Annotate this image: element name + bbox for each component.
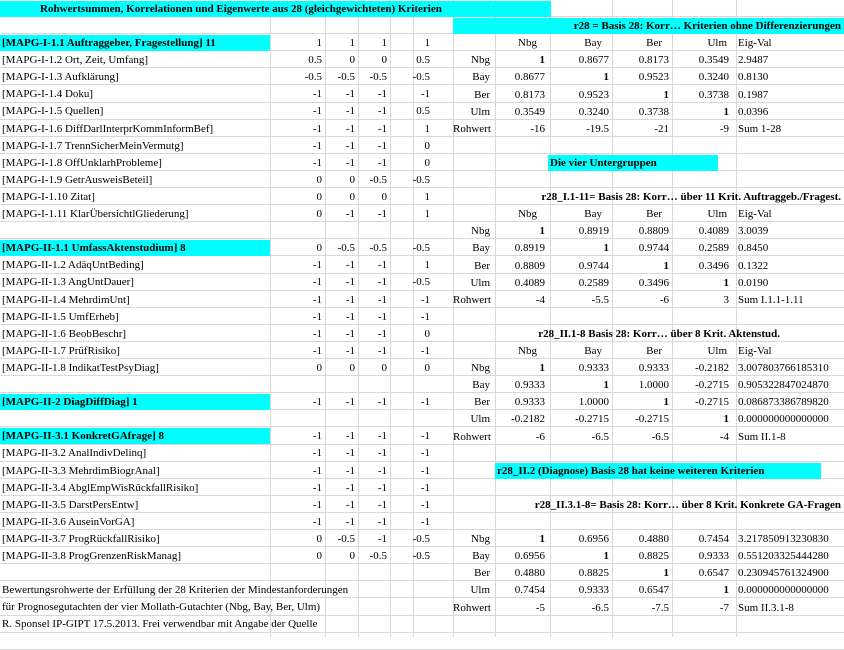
correlation-cell: 0.8677 (514, 71, 545, 84)
correlation-cell: 1 (663, 259, 669, 272)
criterion-score: 1 (424, 259, 430, 272)
criterion-score: -1 (377, 447, 387, 460)
correlation-cell: 0.1322 (738, 259, 769, 272)
criterion-score: -1 (312, 293, 322, 306)
criterion-score: -1 (345, 481, 355, 494)
criterion-score: -1 (345, 515, 355, 528)
criterion-score: -0.5 (412, 550, 430, 562)
criterion-score: -1 (377, 105, 387, 118)
criterion-score: -1 (377, 310, 387, 323)
criterion-score: 1 (424, 122, 430, 135)
criterion-label: [MAPG-II-1.3 AngUntDauer] (2, 276, 134, 289)
correlation-cell: 0.086873386789820 (738, 396, 829, 409)
correlation-cell: 0.7454 (514, 584, 545, 597)
correlation-cell: Bay (584, 37, 602, 50)
criterion-score: -1 (345, 344, 355, 357)
correlation-cell: 0.8809 (514, 259, 545, 272)
correlation-cell: Nbg (518, 345, 537, 357)
correlation-cell: Nbg (471, 225, 490, 238)
criterion-score: -1 (345, 276, 355, 289)
correlation-cell: Eig-Val (738, 37, 772, 50)
correlation-cell: Nbg (518, 37, 537, 50)
correlation-cell: -0.2715 (695, 396, 729, 409)
correlation-cell: 0.9333 (514, 379, 545, 392)
correlation-cell: 0.3549 (698, 54, 729, 67)
criterion-score: -1 (377, 464, 387, 477)
correlation-cell: -6.5 (651, 430, 669, 443)
criterion-score: -1 (345, 122, 355, 135)
correlation-cell: Sum I.1.1-1.11 (738, 293, 804, 306)
criterion-score: -1 (312, 259, 322, 272)
criterion-score: -1 (420, 464, 430, 477)
criterion-label: [MAPG-I-1.3 Aufklärung] (2, 71, 119, 84)
criterion-score: -0.5 (412, 532, 430, 545)
criterion-score: -0.5 (369, 71, 387, 84)
correlation-cell: 0.6956 (578, 533, 609, 546)
criterion-score: -0.5 (304, 71, 322, 84)
correlation-cell: 0.9523 (638, 71, 669, 84)
correlation-cell: 0.4089 (514, 276, 545, 289)
correlation-cell: 1 (723, 105, 729, 118)
criterion-score: -1 (377, 515, 387, 528)
correlation-cell: 0.8919 (578, 225, 609, 238)
correlation-cell: Rohwert (453, 430, 491, 443)
criterion-score: 0 (424, 327, 430, 340)
criterion-score: -0.5 (337, 532, 355, 545)
criterion-score: -1 (377, 259, 387, 272)
criterion-score: 0 (381, 54, 387, 67)
correlation-cell: 0.000000000000000 (738, 584, 829, 597)
criterion-score: -1 (420, 293, 430, 306)
correlation-cell: Ber (474, 396, 490, 409)
criterion-score: -1 (377, 430, 387, 443)
criterion-label: [MAPG-II-1.6 BeobBeschr] (2, 327, 127, 340)
correlation-cell: 0.9333 (578, 584, 609, 597)
correlation-cell: 0.8919 (514, 242, 545, 255)
criterion-score: -1 (377, 327, 387, 340)
correlation-cell: Sum II.3.1-8 (738, 601, 794, 614)
correlation-cell: 0.2589 (698, 242, 729, 255)
criterion-score: -1 (377, 122, 387, 135)
criterion-score: -1 (312, 156, 322, 169)
correlation-cell: Ber (646, 37, 662, 50)
grid-row (0, 633, 844, 650)
criterion-score: -0.5 (412, 276, 430, 289)
correlation-cell: -19.5 (586, 122, 609, 135)
correlation-cell: 0.9523 (578, 88, 609, 101)
correlation-cell: Ber (474, 88, 490, 101)
criterion-label: R. Sponsel IP-GIPT 17.5.2013. Frei verwendbar mit Angabe der Quelle (2, 618, 318, 631)
criterion-score: -1 (377, 344, 387, 357)
correlation-cell: 0.8825 (578, 567, 609, 580)
correlation-cell: -9 (719, 122, 729, 135)
criterion-score: -0.5 (369, 173, 387, 186)
criterion-score: -1 (377, 276, 387, 289)
correlation-cell: r28_I.1-11= Basis 28: Korr… über 11 Krit. Auftraggeb./Fragest. (541, 191, 841, 204)
correlation-cell: 1 (603, 379, 609, 392)
criterion-score: -1 (345, 327, 355, 340)
criterion-score: 0 (316, 208, 322, 220)
correlation-cell: 0.9744 (578, 259, 609, 272)
correlation-cell: -6 (535, 430, 545, 443)
criterion-score: 1 (381, 37, 387, 49)
criterion-score: -1 (312, 276, 322, 289)
correlation-cell: -6.5 (591, 430, 609, 443)
correlation-cell: 0.8130 (738, 71, 769, 84)
criterion-score: -0.5 (337, 71, 355, 84)
correlation-cell: 1 (663, 396, 669, 409)
criterion-label: [MAPG-II-1.2 AdäqUntBeding] (2, 259, 144, 272)
correlation-cell: Eig-Val (738, 345, 772, 357)
sheet-title-text: Rohwertsummen, Korrelationen und Eigenwerte aus 28 (gleichgewichteten) Kriterien (40, 3, 442, 15)
correlation-cell: -6 (659, 293, 669, 306)
sheet-title (0, 1, 551, 17)
criterion-label: [MAPG-II-2 DiagDiffDiag] 1 (2, 396, 138, 409)
correlation-cell: -7.5 (651, 601, 669, 614)
criterion-score: 0 (316, 242, 322, 255)
criterion-label: [MAPG-II-3.6 AuseinVorGA] (2, 515, 135, 528)
criterion-score: -1 (420, 430, 430, 443)
criterion-score: -1 (420, 481, 430, 494)
correlation-cell: Sum II.1-8 (738, 430, 786, 443)
criterion-label (0, 377, 450, 393)
correlation-cell: Bay (584, 345, 602, 357)
criterion-label: [MAPG-II-3.2 AnalIndivDelinq] (2, 447, 147, 460)
correlation-cell: 1.0000 (578, 396, 609, 409)
criterion-score: -0.5 (412, 242, 430, 255)
correlation-cell: 3 (723, 293, 729, 306)
correlation-cell: Ulm (470, 105, 490, 118)
correlation-cell: Bay (472, 550, 490, 563)
criterion-label: [MAPG-I-1.9 GetrAusweisBeteil] (2, 173, 153, 186)
criterion-score: 0.5 (308, 54, 322, 67)
criterion-score: 0 (349, 54, 355, 67)
criterion-score: 0 (349, 361, 355, 374)
criterion-score: -1 (377, 481, 387, 494)
criterion-score: 1 (424, 37, 430, 49)
correlation-cell: Ulm (470, 413, 490, 426)
criterion-score: 0 (381, 190, 387, 203)
criterion-score: -0.5 (412, 71, 430, 84)
criterion-label: [MAPG-II-1.8 IndikatTestPsyDiag] (2, 361, 159, 374)
criterion-score: 1 (424, 190, 430, 203)
correlation-cell: 0.3240 (578, 105, 609, 118)
criterion-score: -1 (312, 430, 322, 443)
criterion-label (0, 223, 450, 239)
criterion-score: -1 (377, 88, 387, 101)
criterion-score: -1 (345, 396, 355, 409)
correlation-cell: 0.3738 (638, 105, 669, 118)
criterion-score: 0 (349, 173, 355, 186)
criterion-score: -1 (312, 447, 322, 460)
correlation-cell: 0.9744 (638, 242, 669, 255)
criterion-label: [MAPG-I-1.1 Auftraggeber, Fragestellung] 11 (2, 37, 216, 49)
criterion-label: [MAPG-II-3.3 MehrdimBiogrAnal] (2, 464, 160, 477)
correlation-cell: 0.3496 (698, 259, 729, 272)
criterion-score: 1 (349, 37, 355, 49)
correlation-cell: Bay (472, 71, 490, 84)
criterion-score: -1 (345, 139, 355, 152)
correlation-cell: Ber (474, 259, 490, 272)
correlation-cell: 0.0396 (738, 105, 769, 118)
criterion-label: [MAPG-I-1.6 DiffDarlInterprKommInformBef] (2, 122, 214, 135)
criterion-score: 0 (349, 190, 355, 203)
correlation-cell: Ulm (707, 37, 727, 50)
correlation-cell: 0.8173 (638, 54, 669, 67)
correlation-cell: 0.8450 (738, 242, 769, 255)
correlation-cell: Nbg (471, 533, 490, 546)
correlation-cell: 1.0000 (638, 379, 669, 392)
criterion-score: 0 (316, 361, 322, 374)
correlation-cell: 0.0190 (738, 276, 769, 289)
correlation-cell: 1 (723, 413, 729, 426)
criterion-label: [MAPG-II-3.8 ProgGrenzenRiskManag] (2, 550, 182, 562)
criterion-label: [MAPG-I-1.4 Doku] (2, 88, 94, 101)
criterion-score: -1 (420, 310, 430, 323)
correlation-cell: r28_II.1-8 Basis 28: Korr… über 8 Krit. Aktenstud. (538, 327, 780, 340)
criterion-score: -1 (312, 515, 322, 528)
correlation-cell: 0.551203325444280 (738, 550, 829, 563)
correlation-cell: 1 (603, 71, 609, 84)
correlation-cell: 0.3240 (698, 71, 729, 84)
correlation-cell: Ulm (707, 345, 727, 357)
correlation-cell: -6.5 (591, 601, 609, 614)
correlation-cell: -4 (535, 293, 545, 306)
criterion-score: -1 (377, 532, 387, 545)
criterion-label (0, 411, 450, 427)
criterion-score: -1 (377, 293, 387, 306)
correlation-cell: r28_II.3.1-8= Basis 28: Korr… über 8 Krit. Konkrete GA-Fragen (534, 498, 841, 511)
criterion-score: 0 (316, 190, 322, 203)
criterion-score: 0 (316, 532, 322, 545)
criterion-score: -1 (345, 105, 355, 118)
criterion-score: -1 (345, 464, 355, 477)
criterion-label: Bewertungsrohwerte der Erfüllung der 28 Kriterien der Mindestanforderungen (2, 584, 349, 597)
criterion-score: -1 (420, 88, 430, 101)
correlation-cell: 0.230945761324900 (738, 567, 829, 580)
criterion-score: -0.5 (337, 242, 355, 255)
correlation-cell: 0.9333 (698, 550, 729, 563)
criterion-label: [MAPG-II-1.4 MehrdimUnt] (2, 293, 130, 306)
criterion-score: -1 (312, 310, 322, 323)
correlation-cell: Nbg (471, 362, 490, 375)
correlation-cell: 0.3738 (698, 88, 729, 101)
correlation-cell: 1 (723, 584, 729, 597)
correlation-cell: Ulm (470, 276, 490, 289)
correlation-cell: 0.3549 (514, 105, 545, 118)
correlation-cell: -0.2715 (575, 413, 609, 426)
criterion-score: -1 (312, 122, 322, 135)
criterion-score: -1 (420, 396, 430, 409)
correlation-cell: -21 (654, 122, 669, 135)
criterion-label: [MAPG-II-1.1 UmfassAktenstudium] 8 (2, 242, 186, 255)
correlation-cell: Eig-Val (738, 208, 772, 221)
criterion-score: 0 (316, 550, 322, 562)
criterion-score: 1 (316, 37, 322, 49)
criterion-score: -1 (312, 105, 322, 118)
correlation-cell: r28_II.2 (Diagnose) Basis 28 hat keine weiteren Kriterien (495, 463, 821, 479)
correlation-cell: Bay (584, 208, 602, 221)
criterion-score: 0 (316, 173, 322, 186)
correlation-cell: r28 = Basis 28: Korr… Kriterien ohne Differenzierungen (453, 18, 844, 34)
correlation-cell: 0.8173 (514, 88, 545, 101)
criterion-label: für Prognosegutachten der vier Mollath-Gutachter (Nbg, Bay, Ber, Ulm) (2, 601, 321, 614)
correlation-cell: 0.7454 (698, 533, 729, 546)
criterion-label: [MAPG-I-1.7 TrennSicherMeinVermutg] (2, 139, 184, 152)
criterion-score: -1 (377, 498, 387, 511)
correlation-cell: 1 (603, 550, 609, 563)
criterion-score: -1 (420, 447, 430, 460)
correlation-cell: 1 (539, 225, 545, 238)
correlation-cell: Ber (646, 345, 662, 357)
criterion-label: [MAPG-II-3.4 AbglEmpWisRückfallRisiko] (2, 481, 199, 494)
correlation-cell: -4 (719, 430, 729, 443)
correlation-cell: 3.0039 (738, 225, 769, 238)
correlation-cell: Die vier Untergruppen (548, 155, 718, 171)
correlation-cell: Nbg (471, 54, 490, 67)
correlation-cell: 3.217850913230830 (738, 533, 829, 546)
criterion-label: [MAPG-II-1.5 UmfErheb] (2, 310, 119, 323)
correlation-cell: Bay (472, 242, 490, 255)
criterion-score: -1 (345, 208, 355, 220)
correlation-cell: 0.2589 (578, 276, 609, 289)
correlation-cell: -7 (719, 601, 729, 614)
correlation-cell: 1 (539, 533, 545, 546)
criterion-score: -1 (345, 430, 355, 443)
criterion-score: -1 (312, 396, 322, 409)
correlation-cell: Nbg (518, 208, 537, 221)
correlation-cell: 0.9333 (514, 396, 545, 409)
criterion-score: 0 (424, 361, 430, 374)
correlation-cell: 1 (723, 276, 729, 289)
correlation-cell: 1 (539, 362, 545, 375)
criterion-label: [MAPG-I-1.5 Quellen] (2, 105, 104, 118)
criterion-score: -0.5 (369, 550, 387, 562)
criterion-score: 0 (424, 156, 430, 169)
criterion-score: -1 (312, 498, 322, 511)
correlation-cell: 0.6547 (698, 567, 729, 580)
criterion-score: -1 (420, 344, 430, 357)
criterion-score: 0 (349, 550, 355, 562)
correlation-cell: 0.4880 (514, 567, 545, 580)
correlation-cell: -16 (530, 122, 545, 135)
criterion-label: [MAPG-II-1.7 PrüfRisiko] (2, 344, 120, 357)
criterion-score: -1 (345, 293, 355, 306)
correlation-cell: 0.3496 (638, 276, 669, 289)
correlation-cell: 0.9333 (578, 362, 609, 375)
criterion-label: [MAPG-II-3.1 KonkretGAfrage] 8 (2, 430, 165, 443)
criterion-score: -1 (377, 208, 387, 220)
correlation-cell: Ber (646, 208, 662, 221)
criterion-score: -1 (345, 88, 355, 101)
criterion-score: 0.5 (416, 54, 430, 67)
correlation-cell: 0.8809 (638, 225, 669, 238)
criterion-score: 1 (424, 208, 430, 220)
correlation-cell: Sum 1-28 (738, 122, 782, 135)
correlation-cell: 0.1987 (738, 88, 769, 101)
criterion-label: [MAPG-I-1.11 KlarÜbersichtlGliederung] (2, 208, 189, 220)
correlation-cell: 1 (663, 567, 669, 580)
criterion-score: -1 (345, 259, 355, 272)
correlation-cell: Rohwert (453, 601, 491, 614)
criterion-score: -1 (345, 156, 355, 169)
criterion-label: [MAPG-II-3.5 DarstPersEntw] (2, 498, 139, 511)
correlation-cell: 1 (663, 88, 669, 101)
correlation-cell: 1 (603, 242, 609, 255)
criterion-score: -1 (377, 139, 387, 152)
criterion-score: -1 (345, 310, 355, 323)
correlation-cell: -0.2182 (511, 413, 545, 426)
criterion-label: [MAPG-I-1.8 OffUnklarhProbleme] (2, 156, 162, 169)
criterion-score: -1 (345, 498, 355, 511)
correlation-cell: Ulm (470, 584, 490, 597)
correlation-cell: Ber (474, 567, 490, 580)
correlation-cell: 0.9333 (638, 362, 669, 375)
correlation-cell: 0.905322847024870 (738, 379, 829, 392)
correlation-cell: 0.8677 (578, 54, 609, 67)
criterion-score: -1 (420, 515, 430, 528)
correlation-cell: Ulm (707, 208, 727, 221)
correlation-cell: -0.2715 (695, 379, 729, 392)
correlation-cell: 0.8825 (638, 550, 669, 563)
correlation-cell: 0.6547 (638, 584, 669, 597)
criterion-score: -1 (312, 139, 322, 152)
criterion-score: -1 (345, 447, 355, 460)
criterion-score: 0 (424, 139, 430, 152)
correlation-cell: 0.4880 (638, 533, 669, 546)
criterion-score: 0 (381, 361, 387, 374)
criterion-label: [MAPG-II-3.7 ProgRückfallRisiko] (2, 532, 160, 545)
criterion-label: [MAPG-I-1.2 Ort, Zeit, Umfang] (2, 54, 149, 67)
criterion-score: -1 (377, 396, 387, 409)
correlation-cell: -5.5 (591, 293, 609, 306)
correlation-cell: 3.007803766185310 (738, 362, 829, 375)
criterion-score: -0.5 (412, 173, 430, 186)
correlation-cell: Rohwert (453, 122, 491, 135)
criterion-label (0, 565, 450, 581)
criterion-score: -1 (420, 498, 430, 511)
correlation-cell: 0.000000000000000 (738, 413, 829, 426)
criterion-score: 0.5 (416, 105, 430, 118)
correlation-cell: -0.2182 (695, 362, 729, 375)
correlation-cell: -0.2715 (635, 413, 669, 426)
correlation-cell: 1 (539, 54, 545, 67)
criterion-score: -1 (312, 327, 322, 340)
correlation-cell: 0.6956 (514, 550, 545, 563)
criterion-score: -0.5 (369, 242, 387, 255)
criterion-label: [MAPG-I-1.10 Zitat] (2, 190, 95, 203)
correlation-cell: Rohwert (453, 293, 491, 306)
criterion-score: -1 (312, 464, 322, 477)
criterion-score: -1 (312, 88, 322, 101)
correlation-cell: -5 (535, 601, 545, 614)
criterion-score: -1 (377, 156, 387, 169)
criterion-score: -1 (312, 344, 322, 357)
criterion-score: -1 (312, 481, 322, 494)
correlation-cell: 2.9487 (738, 54, 769, 67)
correlation-cell: Bay (472, 379, 490, 392)
correlation-cell: 0.4089 (698, 225, 729, 238)
